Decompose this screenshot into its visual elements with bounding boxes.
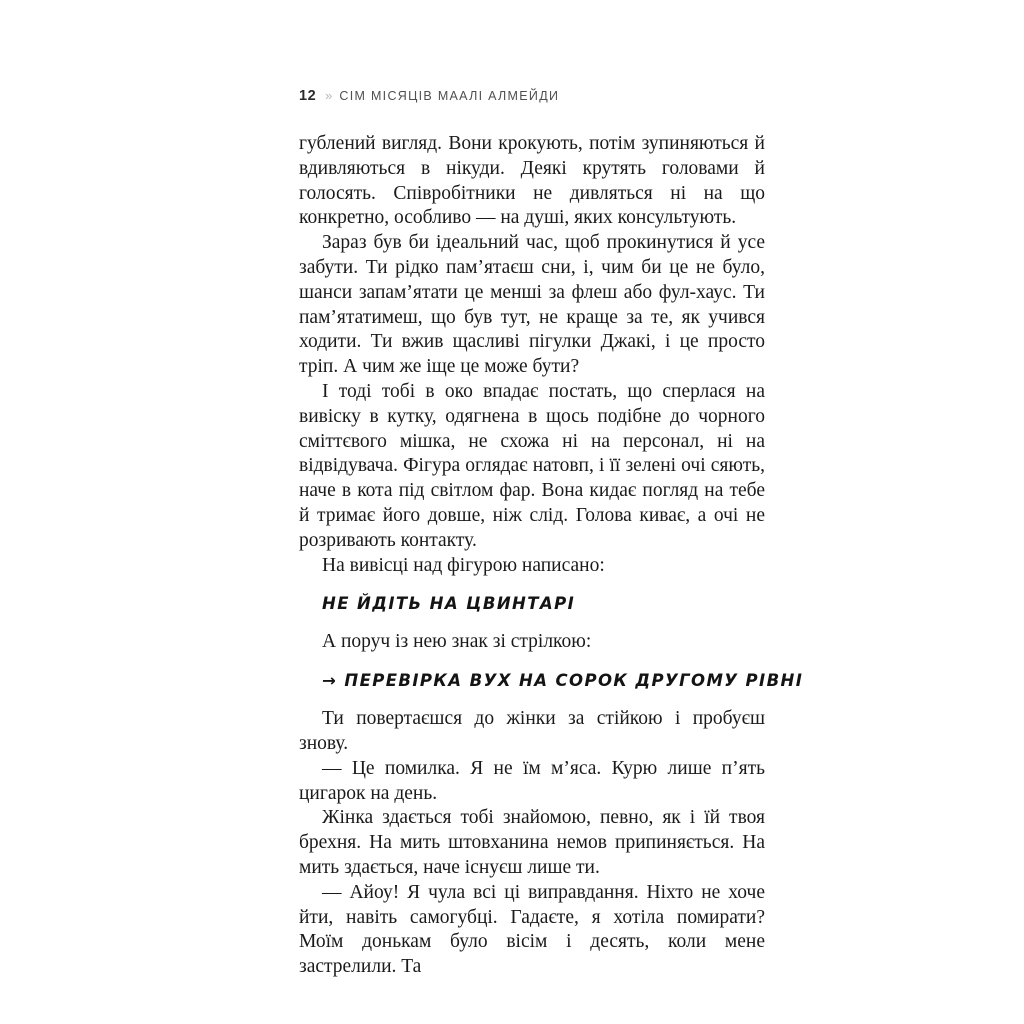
paragraph: Жінка здається тобі знайомою, певно, як і їй твоя брехня. На мить штовханина немов припиняється. На мить здається, наче існуєш лише ти. <box>299 807 765 878</box>
page-number: 12 <box>299 88 317 104</box>
running-header <box>299 88 765 104</box>
sign-text: → ПЕРЕВІРКА ВУХ НА СОРОК ДРУГОМУ РІВНІ <box>322 671 804 691</box>
paragraph: Зараз був би ідеальний час, щоб прокинутися й усе забути. Ти рідко пам’ятаєш сни, і, чим би це не було, шанси запам’ятати це менші за флеш або фул-хаус. Ти пам’ятатимеш, що був тут, не краще за те, як учився ходити. Ти вжив щасливі пігулки Джакі, і це просто тріп. А чим же іще це може бути? <box>299 232 765 378</box>
paragraph: гублений вигляд. Вони крокують, потім зупиняються й вдивляються в нікуди. Деякі крутять головами й голосять. Співробітники не дивляться ні на що конкретно, особливо — на душі, яких консультують. <box>299 133 765 229</box>
sign-text: НЕ ЙДІТЬ НА ЦВИНТАРІ <box>322 594 576 614</box>
paragraph: На вивісці над фігурою написано: <box>322 554 605 576</box>
paragraph: І тоді тобі в око впадає постать, що сперлася на вивіску в кутку, одягнена в щось подібне до чорного сміттєвого мішка, не схожа ні на персонал, ні на відвідувача. Фігура оглядає натовп, і її зелені очі сяють, наче в кота під світлом фар. Вона кидає погляд на тебе й тримає його довше, ніж слід. Голова киває, а очі не розривають контакту. <box>299 380 765 551</box>
paragraph: Ти повертаєшся до жінки за стійкою і пробуєш знову. <box>299 708 765 754</box>
paragraph: — Це помилка. Я не їм м’яса. Курю лише п’ять цигарок на день. <box>299 757 765 804</box>
body-text <box>299 132 804 980</box>
running-title: СІМ МІСЯЦІВ МААЛІ АЛМЕЙДИ <box>339 89 560 103</box>
paragraph: — Айоу! Я чула всі ці виправдання. Ніхто не хоче йти, навіть самогубці. Гадаєте, я хотіла помирати? Моїм донькам було вісім і десять, коли мене застрелили. Та <box>299 881 765 978</box>
text-column <box>299 88 804 980</box>
header-separator-icon: » <box>325 88 331 103</box>
paragraph: А поруч із нею знак зі стрілкою: <box>322 631 592 653</box>
